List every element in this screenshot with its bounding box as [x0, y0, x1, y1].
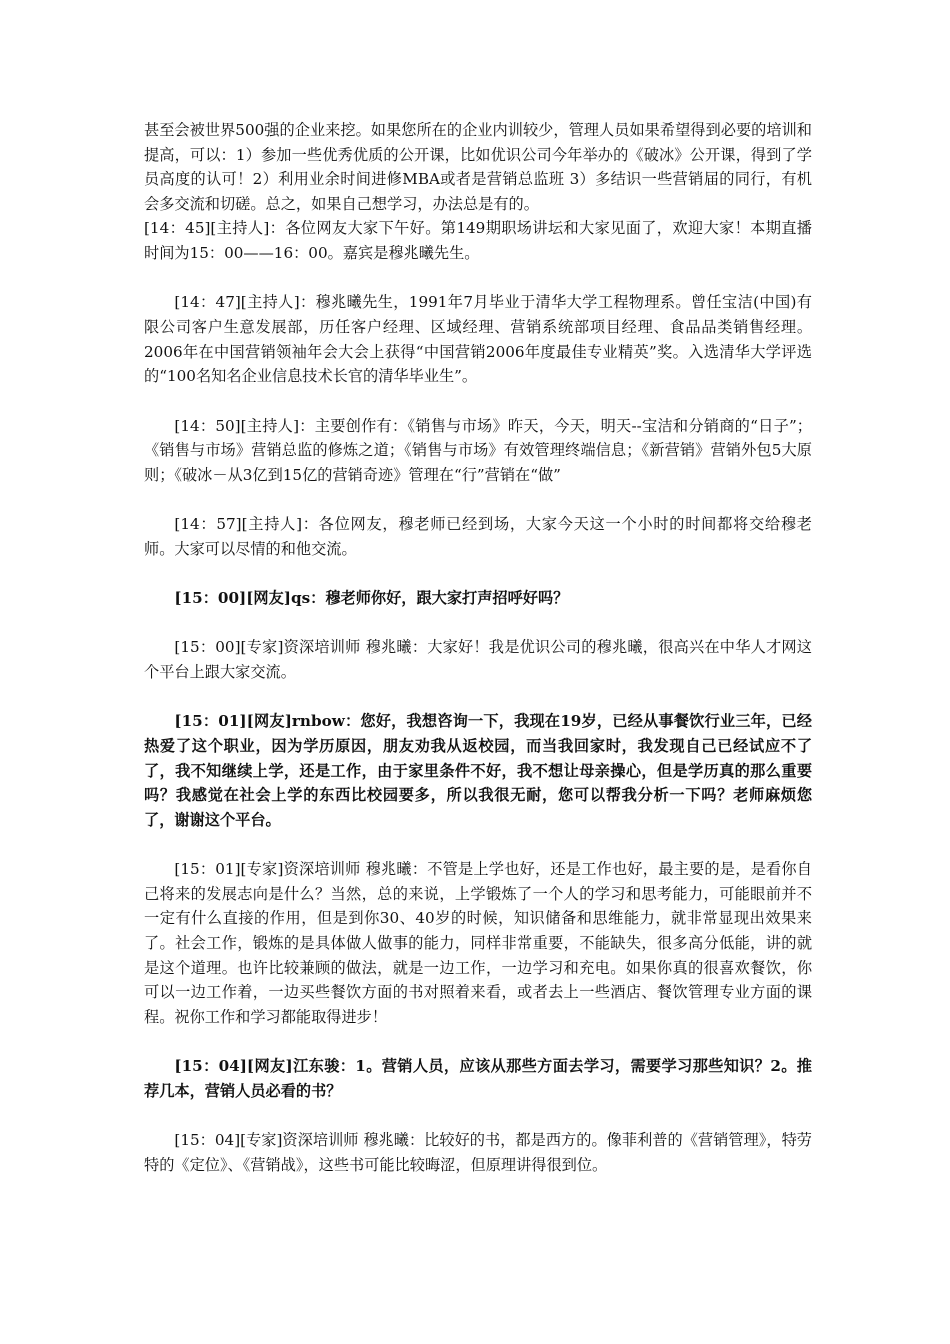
paragraph-question-jiangdongjun: [15：04][网友]江东骏：1。营销人员，应该从那些方面去学习，需要学习那些知识？2。推荐几本，营销人员必看的书？ [144, 1057, 812, 1100]
document-body [144, 118, 812, 1202]
paragraph-question-rnbow: [15：01][网友]rnbow：您好，我想咨询一下，我现在19岁，已经从事餐饮行业三年，已经热爱了这个职业，因为学历原因，朋友劝我从返校园，而当我回家时，我发现自己已经试应不了了，我不知继续上学，还是工作，由于家里条件不好，我不想让母亲操心，但是学历真的那么重要吗？我感觉在社会上学的东西比校园要多，所以我很无耐，您可以帮我分析一下吗？老师麻烦您了，谢谢这个平台。 [144, 712, 812, 829]
paragraph-answer-1501: [15：01][专家]资深培训师 穆兆曦：不管是上学也好，还是工作也好，最主要的是，是看你自己将来的发展志向是什么？当然，总的来说，上学锻炼了一个人的学习和思考能力，可能眼前并不一定有什么直接的作用，但是到你30、40岁的时候，知识储备和思维能力，就非常显现出效果来了。社会工作，锻炼的是具体做人做事的能力，同样非常重要，不能缺失，很多高分低能，讲的就是这个道理。也许比较兼顾的做法，就是一边工作，一边学习和充电。如果你真的很喜欢餐饮，你可以一边工作着，一边买些餐饮方面的书对照着来看，或者去上一些酒店、餐饮管理专业方面的课程。祝你工作和学习都能取得进步！ [144, 860, 812, 1026]
paragraph-host-1447: [14：47][主持人]：穆兆曦先生，1991年7月毕业于清华大学工程物理系。曾任宝洁(中国)有限公司客户生意发展部，历任客户经理、区域经理、营销系统部项目经理、食品品类销售经理。2006年在中国营销领袖年会大会上获得“中国营销2006年度最佳专业精英”奖。入选清华大学评选的“100名知名企业信息技术长官的清华毕业生”。 [144, 293, 812, 386]
paragraph-host-1457: [14：57][主持人]：各位网友，穆老师已经到场，大家今天这一个小时的时间都将交给穆老师。大家可以尽情的和他交流。 [144, 515, 812, 558]
paragraph-host-1450: [14：50][主持人]：主要创作有：《销售与市场》昨天，今天，明天--宝洁和分销商的“日子”；《销售与市场》营销总监的修炼之道；《销售与市场》有效管理终端信息；《新营销》营销外包5大原则；《破冰－从3亿到15亿的营销奇迹》管理在“行”营销在“做” [144, 416, 812, 484]
paragraph-intro: 甚至会被世界500强的企业来挖。如果您所在的企业内训较少，管理人员如果希望得到必要的培训和提高，可以：1）参加一些优秀优质的公开课，比如优识公司今年举办的《破冰》公开课，得到了学员高度的认可！2）利用业余时间进修MBA或者是营销总监班 3）多结识一些营销届的同行，有机会多交流和切磋。总之，如果自己想学习，办法总是有的。 [14：45][主持人]：各位网友大家下午好。第149期职场讲坛和大家见面了，欢迎大家！本期直播时间为15：00——16：00。嘉宾是穆兆曦先生。 [144, 121, 812, 262]
paragraph-answer-1504: [15：04][专家]资深培训师 穆兆曦：比较好的书，都是西方的。像菲利普的《营销管理》，特劳特的《定位》、《营销战》，这些书可能比较晦涩，但原理讲得很到位。 [144, 1131, 812, 1174]
paragraph-answer-1500: [15：00][专家]资深培训师 穆兆曦：大家好！我是优识公司的穆兆曦，很高兴在中华人才网这个平台上跟大家交流。 [144, 638, 812, 682]
paragraph-question-qs: [15：00][网友]qs：穆老师你好，跟大家打声招呼好吗？ [174, 589, 569, 608]
